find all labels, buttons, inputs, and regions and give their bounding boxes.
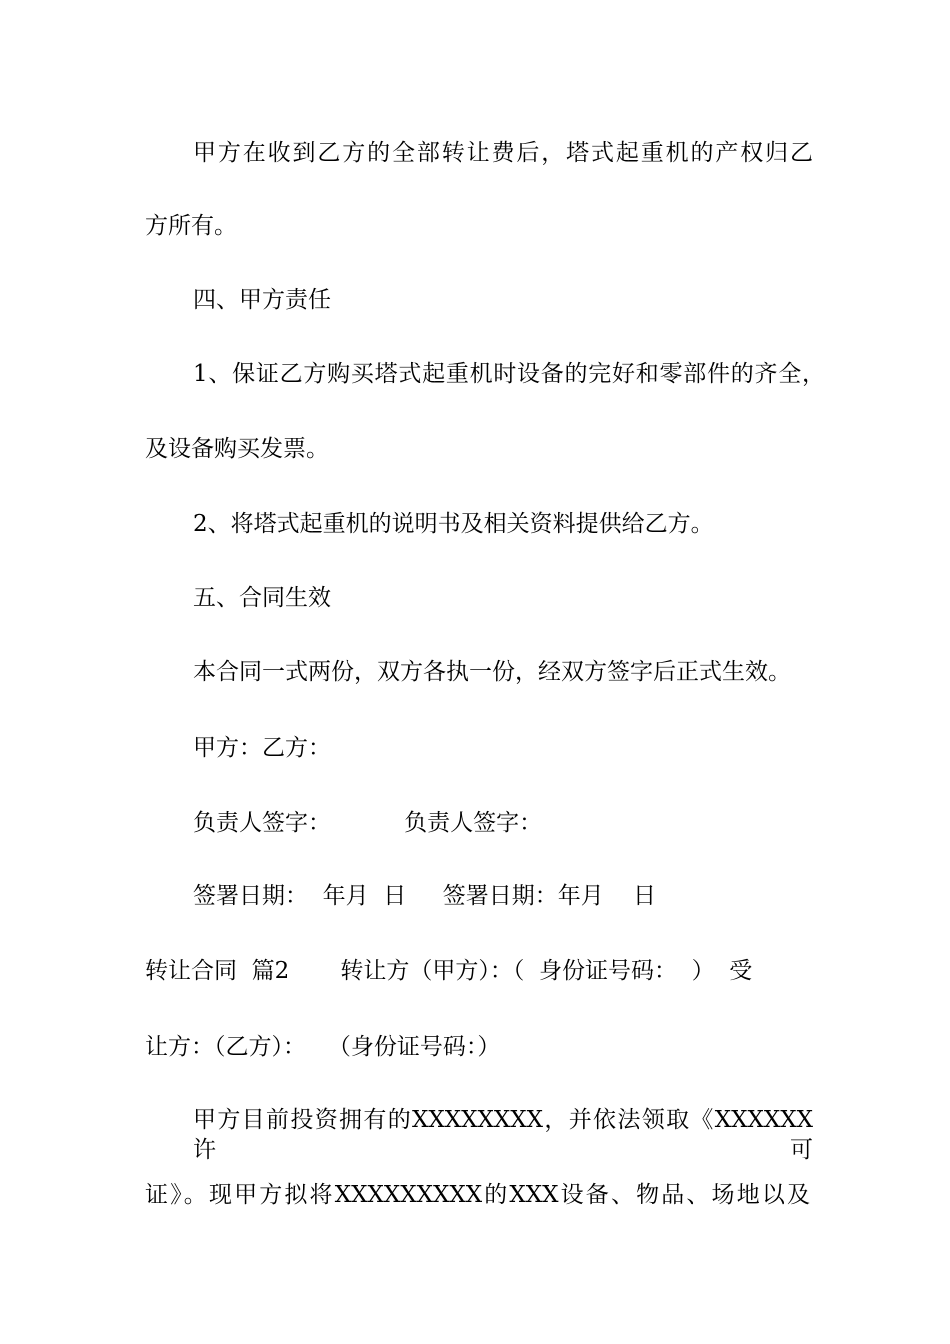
section-heading-5: 五、合同生效 bbox=[193, 585, 331, 611]
paragraph-line-7: 甲方目前投资拥有的XXXXXXXX，并依法领取《XXXXXX许可 bbox=[193, 1107, 813, 1163]
paragraph-line-1: 甲方在收到乙方的全部转让费后，塔式起重机的产权归乙 bbox=[193, 140, 813, 166]
paragraph-line-2: 方所有。 bbox=[145, 213, 237, 239]
date-line: 签署日期： 年月 日 签署日期：年月 日 bbox=[193, 883, 657, 909]
section-heading-4: 四、甲方责任 bbox=[193, 287, 331, 313]
paragraph-line-6: 本合同一式两份，双方各执一份，经双方签字后正式生效。 bbox=[193, 659, 791, 685]
paragraph-line-4: 及设备购买发票。 bbox=[145, 436, 329, 462]
party-line: 甲方：乙方： bbox=[193, 735, 331, 761]
signature-line: 负责人签字： 负责人签字： bbox=[193, 810, 543, 836]
paragraph-line-3: 1、保证乙方购买塔式起重机时设备的完好和零部件的齐全， bbox=[193, 361, 825, 387]
paragraph-line-8: 证》。现甲方拟将XXXXXXXXX的XXX设备、物品、场地以及 bbox=[145, 1182, 810, 1208]
contract-2-heading-line: 转让合同 篇2 转让方（甲方）：（ 身份证号码： ） 受 bbox=[145, 958, 753, 984]
paragraph-line-5: 2、将塔式起重机的说明书及相关资料提供给乙方。 bbox=[193, 511, 714, 537]
contract-2-party-line: 让方：（乙方）： （身份证号码：） bbox=[145, 1034, 501, 1060]
